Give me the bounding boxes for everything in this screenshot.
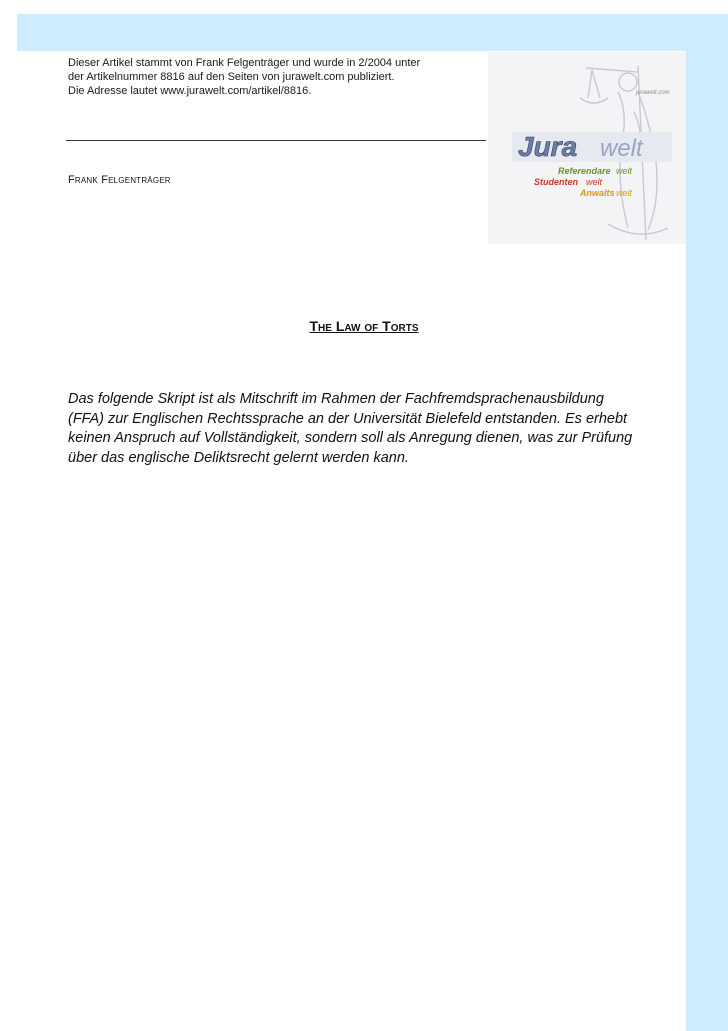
svg-text:welt: welt bbox=[586, 177, 603, 187]
header-divider bbox=[66, 140, 486, 141]
article-notice-line: Die Adresse lautet www.jurawelt.com/artikel/8816. bbox=[68, 85, 312, 97]
logo-brand-light: welt bbox=[600, 135, 643, 162]
author-name: Frank Felgenträger bbox=[68, 174, 171, 186]
page-frame-right bbox=[686, 14, 728, 1031]
justitia-scales-icon bbox=[488, 52, 686, 244]
logo-sub-referendare: Referendare bbox=[558, 166, 611, 176]
svg-text:welt: welt bbox=[616, 166, 633, 176]
logo-brand-bold: Jura bbox=[518, 131, 578, 162]
logo-sub-anwalts: Anwalts bbox=[580, 188, 615, 198]
intro-paragraph: Das folgende Skript ist als Mitschrift im Rahmen der Fachfremdsprachenausbildung (FFA) zur Englischen Rechtssprache an der Universität Bielefeld entstanden. Es erhebt keinen Anspruch auf Vollständigkeit, sondern soll als Anregung dienen, was zur Prüfung über das englische Deliktsrecht gelernt werden kann. bbox=[68, 391, 633, 466]
document-title: The Law of Torts bbox=[309, 318, 419, 334]
page-frame-top bbox=[17, 14, 728, 51]
logo-wordmark bbox=[512, 131, 672, 162]
article-notice-line: Dieser Artikel stammt von Frank Felgenträger und wurde in 2/2004 unter bbox=[68, 57, 421, 69]
logo-sub-studenten: Studenten bbox=[534, 177, 578, 187]
article-notice bbox=[68, 56, 420, 98]
article-notice-line: der Artikelnummer 8816 auf den Seiten von jurawelt.com publiziert. bbox=[68, 71, 395, 83]
svg-text:welt: welt bbox=[616, 188, 633, 198]
logo-url-text: jurawelt.com bbox=[636, 90, 670, 96]
jurawelt-logo bbox=[488, 52, 686, 244]
